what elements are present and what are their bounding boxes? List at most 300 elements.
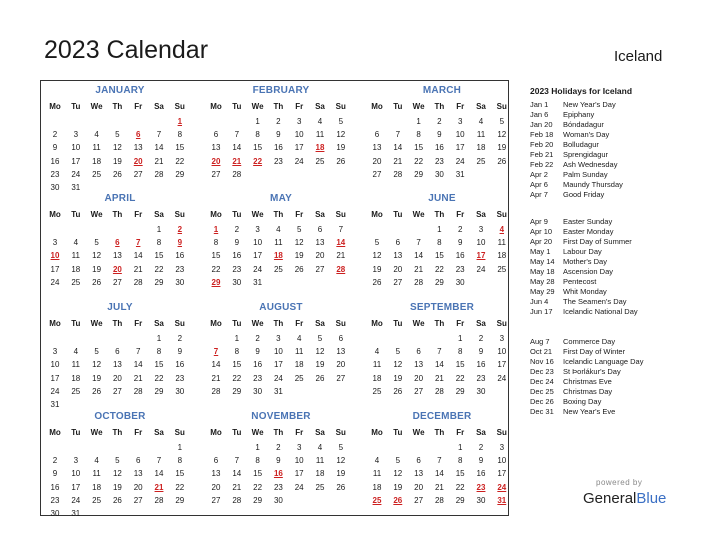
calendar-day: 30 [455,277,465,287]
calendar-day: 30 [273,495,283,505]
calendar-day: 8 [234,347,240,357]
calendar-day: 26 [92,386,102,396]
holiday-date: 1 [213,225,219,234]
calendar-day: 25 [476,156,486,166]
calendar-day: 8 [255,130,260,140]
calendar-day: 12 [497,130,507,140]
calendar-day: 19 [294,251,304,261]
weekday-header: Fr [295,102,304,111]
calendar-day: 25 [497,264,507,274]
calendar-day: 18 [71,264,81,274]
holiday-date: 18 [273,251,283,261]
weekday-header: Tu [232,319,242,328]
weekday-header: Fr [134,210,143,219]
weekday-header: We [251,319,264,328]
calendar-day: 28 [393,169,403,179]
calendar-day: 22 [455,373,465,383]
calendar-day: 20 [112,373,122,383]
calendar-day: 29 [455,386,465,396]
calendar-day: 18 [92,482,102,492]
weekday-header: Tu [393,102,403,111]
calendar-day: 30 [175,386,185,396]
holiday-date-label: May 18 [530,267,555,276]
holiday-name: Mother's Day [563,257,607,266]
calendar-day: 27 [315,264,325,274]
calendar-day: 8 [177,130,183,140]
calendar-day: 18 [497,251,507,261]
calendar-day: 4 [374,347,380,357]
holiday-date: 20 [211,156,221,166]
weekday-header: Sa [315,210,325,219]
calendar-day: 14 [232,469,242,479]
holiday-date-label: Nov 16 [530,357,554,366]
calendar-day: 21 [434,482,444,492]
calendar-day: 24 [294,482,304,492]
calendar-day: 14 [154,469,164,479]
holiday-date: 14 [336,238,346,248]
holiday-date: 25 [372,495,382,505]
calendar-day: 29 [175,495,185,505]
holiday-name: Commerce Day [563,337,616,346]
calendar-day: 13 [133,143,143,153]
month-name: JUNE [428,193,456,204]
calendar-day: 16 [50,482,60,492]
calendar-day: 26 [315,373,325,383]
calendar-day: 9 [478,456,484,466]
calendar-day: 2 [437,117,442,126]
calendar-day: 6 [374,130,380,140]
weekday-header: We [412,102,425,111]
calendar-day: 10 [455,130,465,140]
calendar-day: 8 [416,130,421,140]
holiday-name: Labour Day [563,247,602,256]
calendar-day: 30 [253,386,263,396]
calendar-day: 31 [253,277,263,287]
weekday-header: Th [112,102,123,111]
calendar-day: 14 [434,360,444,370]
calendar-day: 8 [437,238,442,248]
calendar-day: 18 [476,143,486,153]
calendar-day: 27 [211,169,221,179]
calendar-day: 17 [71,156,81,166]
calendar-day: 25 [372,386,382,396]
holiday-name: Ash Wednesday [563,160,618,169]
weekday-header: Su [335,428,346,437]
calendar-day: 29 [175,169,185,179]
calendar-day: 5 [395,456,401,466]
calendar-day: 4 [317,117,323,126]
holiday-date-label: Dec 23 [530,367,554,376]
calendar-day: 28 [133,386,143,396]
calendar-day: 4 [276,225,281,234]
calendar-day: 13 [414,469,424,479]
calendar-day: 15 [455,360,465,370]
calendar-day: 23 [232,264,242,274]
calendar-day: 27 [414,495,424,505]
weekday-header: Mo [210,102,222,111]
calendar-day: 10 [71,469,81,479]
calendar-day: 1 [457,334,463,343]
weekday-header: Sa [315,428,325,437]
calendar-day: 2 [478,443,484,452]
calendar-day: 16 [476,360,486,370]
calendar-day: 24 [253,264,263,274]
calendar-day: 7 [234,130,240,140]
calendar-day: 23 [434,156,444,166]
calendar-day: 25 [71,386,81,396]
calendar-day: 22 [253,482,263,492]
calendar-day: 19 [497,143,507,153]
weekday-header: Tu [393,210,403,219]
holiday-date-label: Feb 20 [530,140,554,149]
holiday-date-label: Jan 6 [530,110,549,119]
month-name: OCTOBER [94,411,146,422]
holiday-name: Icelandic Language Day [563,357,644,366]
calendar-day: 25 [273,264,283,274]
calendar-day: 12 [112,469,122,479]
calendar-day: 2 [276,443,281,452]
calendar-day: 15 [434,251,444,261]
calendar-day: 11 [497,238,506,248]
calendar-day: 31 [273,386,283,396]
calendar-day: 25 [315,156,325,166]
calendar-day: 8 [213,238,219,248]
calendar-day: 19 [92,373,102,383]
calendar-day: 23 [175,373,185,383]
calendar-day: 17 [497,469,507,479]
calendar-day: 2 [234,225,240,234]
calendar-day: 18 [294,360,304,370]
calendar-day: 11 [71,251,80,261]
calendar-day: 29 [154,277,164,287]
calendar-day: 5 [115,130,120,140]
weekday-header: Th [434,319,445,328]
holiday-name: Pentecost [563,277,597,286]
calendar-day: 8 [156,238,162,248]
weekday-header: Fr [295,428,304,437]
calendar-day: 11 [295,347,304,357]
calendar-day: 29 [434,277,444,287]
month-name: AUGUST [259,302,303,313]
calendar-day: 7 [156,456,162,466]
calendar-day: 12 [393,360,403,370]
calendar-day: 21 [154,156,164,166]
calendar-day: 3 [296,443,302,452]
calendar-day: 1 [234,334,240,343]
calendar-day: 5 [296,225,302,234]
calendar-day: 26 [92,277,102,287]
calendar-day: 8 [457,347,463,357]
calendar-day: 31 [71,183,81,192]
holiday-name: Palm Sunday [563,170,608,179]
weekday-header: Th [434,428,445,437]
calendar-grid [40,80,509,516]
calendar-day: 29 [414,169,424,179]
weekday-header: Tu [71,210,81,219]
holiday-name: Whit Monday [563,287,607,296]
calendar-day: 31 [455,169,465,179]
weekday-header: Su [174,319,185,328]
holiday-date-label: Aug 7 [530,337,550,346]
calendar-day: 17 [50,373,60,383]
weekday-header: Mo [371,210,383,219]
weekday-header: We [90,428,103,437]
calendar-day: 11 [71,360,80,370]
calendar-day: 8 [255,456,260,466]
month-name: JULY [107,302,133,313]
holiday-name: First Day of Summer [563,237,632,246]
weekday-header: Mo [210,428,222,437]
calendar-day: 13 [336,347,346,357]
calendar-day: 13 [112,251,122,261]
weekday-header: Tu [71,102,81,111]
calendar-day: 6 [213,130,219,140]
weekday-header: Su [174,428,185,437]
calendar-day: 28 [154,169,164,179]
weekday-header: We [90,210,103,219]
calendar-day: 20 [393,264,403,274]
holiday-date: 16 [273,469,283,479]
holiday-date: 23 [476,482,486,492]
calendar-day: 28 [232,495,242,505]
calendar-day: 15 [211,251,221,261]
weekday-header: Th [273,210,284,219]
calendar-day: 20 [414,482,424,492]
calendar-day: 29 [232,386,242,396]
calendar-day: 14 [434,469,444,479]
holiday-date-label: Oct 21 [530,347,553,356]
calendar-day: 21 [434,373,444,383]
calendar-day: 30 [232,277,242,287]
calendar-day: 28 [232,169,242,179]
calendar-day: 7 [156,130,162,140]
weekday-header: Th [434,210,445,219]
calendar-day: 12 [92,251,102,261]
calendar-day: 5 [499,117,505,126]
calendar-day: 13 [211,143,221,153]
calendar-day: 14 [414,251,424,261]
holiday-name: Christmas Day [563,387,613,396]
calendar-day: 31 [71,509,81,518]
calendar-day: 2 [457,225,463,234]
calendar-day: 2 [276,117,281,126]
calendar-day: 10 [497,347,507,357]
weekday-header: Tu [71,428,81,437]
calendar-day: 7 [338,225,344,234]
calendar-day: 18 [315,469,325,479]
calendar-day: 9 [276,130,281,140]
calendar-day: 9 [457,238,463,248]
holiday-name: Boxing Day [563,397,602,406]
weekday-header: We [251,428,264,437]
weekday-header: Mo [371,102,383,111]
calendar-day: 21 [393,156,403,166]
brand-general: General [583,490,637,507]
calendar-day: 21 [232,482,242,492]
calendar-day: 15 [154,360,164,370]
country-label: Iceland [614,48,663,65]
calendar-day: 27 [414,386,424,396]
holiday-name: Good Friday [563,190,605,199]
calendar-day: 20 [336,360,346,370]
weekday-header: Su [496,102,507,111]
calendar-day: 24 [476,264,486,274]
holiday-date: 4 [499,225,505,234]
calendar-day: 12 [294,238,304,248]
holiday-date-label: Apr 9 [530,217,548,226]
holiday-name: Sprengidagur [563,150,609,159]
calendar-day: 3 [478,225,484,234]
calendar-day: 19 [92,264,102,274]
holiday-name: Bóndadagur [563,120,604,129]
calendar-day: 19 [315,360,325,370]
weekday-header: Tu [393,428,403,437]
calendar-day: 6 [213,456,219,466]
month-name: NOVEMBER [251,411,311,422]
weekday-header: Tu [232,210,242,219]
calendar-day: 24 [71,495,81,505]
calendar-day: 3 [276,334,281,343]
calendar-day: 7 [135,347,141,357]
brand-blue: Blue [636,490,667,507]
calendar-day: 2 [255,334,260,343]
calendar-day: 15 [154,251,164,261]
weekday-header: Mo [49,428,61,437]
calendar-day: 23 [273,156,283,166]
calendar-day: 22 [414,156,424,166]
calendar-day: 26 [112,169,122,179]
powered-by-label: powered by [596,478,643,487]
holiday-name: Maundy Thursday [563,180,623,189]
calendar-day: 20 [211,482,221,492]
calendar-day: 4 [296,334,302,343]
calendar-day: 26 [112,495,122,505]
calendar-day: 15 [253,469,263,479]
calendar-day: 24 [50,386,60,396]
calendar-day: 18 [372,373,382,383]
calendar-day: 27 [372,169,382,179]
calendar-day: 30 [175,277,185,287]
weekday-header: Sa [315,102,325,111]
holiday-date-label: May 14 [530,257,555,266]
holiday-date-label: Feb 18 [530,130,554,139]
calendar-day: 10 [497,456,507,466]
weekday-header: Mo [210,319,222,328]
weekday-header: Su [335,102,346,111]
month-name: DECEMBER [412,411,472,422]
weekday-header: Fr [134,102,143,111]
calendar-day: 4 [73,347,79,357]
weekday-header: Sa [476,210,486,219]
month-name: SEPTEMBER [409,302,475,313]
calendar-day: 4 [94,456,99,466]
calendar-day: 14 [133,251,143,261]
calendar-day: 1 [255,443,260,452]
calendar-day: 17 [294,143,304,153]
calendar-day: 7 [234,456,240,466]
calendar-day: 26 [294,264,304,274]
holiday-date: 18 [315,143,325,153]
calendar-day: 19 [393,373,403,383]
calendar-day: 14 [211,360,221,370]
holiday-date-label: Dec 31 [530,407,554,416]
calendar-day: 8 [457,456,463,466]
calendar-day: 26 [336,156,346,166]
weekday-header: Fr [295,319,304,328]
weekday-header: Sa [154,319,164,328]
calendar-day: 12 [393,469,403,479]
holiday-date: 22 [253,156,263,166]
calendar-day: 9 [52,469,58,479]
month-name: JANUARY [95,85,145,96]
calendar-day: 28 [154,495,164,505]
holiday-date: 31 [497,495,507,505]
calendar-day: 5 [338,443,344,452]
weekday-header: Fr [456,428,465,437]
calendar-day: 3 [52,238,58,248]
holiday-date-label: May 1 [530,247,551,256]
calendar-day: 12 [92,360,102,370]
weekday-header: Su [174,102,185,111]
weekday-header: We [90,319,103,328]
calendar-day: 29 [455,495,465,505]
calendar-day: 18 [71,373,81,383]
calendar-day: 26 [393,386,403,396]
calendar-day: 25 [71,277,81,287]
calendar-day: 3 [255,225,260,234]
calendar-day: 20 [315,251,325,261]
calendar-day: 24 [71,169,81,179]
calendar-day: 30 [476,495,486,505]
calendar-day: 16 [175,251,185,261]
calendar-day: 30 [434,169,444,179]
calendar-day: 9 [52,143,58,153]
holiday-date: 20 [112,264,122,274]
holiday-date: 6 [115,238,120,248]
weekday-header: Tu [232,428,242,437]
holiday-name: St Þorlákur's Day [563,367,621,376]
holiday-name: Icelandic National Day [563,307,638,316]
calendar-day: 24 [50,277,60,287]
weekday-header: Mo [210,210,222,219]
calendar-day: 27 [112,277,122,287]
calendar-day: 3 [499,334,505,343]
calendar-day: 15 [175,143,185,153]
weekday-header: Su [174,210,185,219]
calendar-day: 2 [478,334,484,343]
calendar-day: 19 [336,143,346,153]
calendar-day: 22 [232,373,242,383]
page-title: 2023 Calendar [44,36,209,64]
weekday-header: Th [273,102,284,111]
calendar-day: 21 [133,373,143,383]
calendar-day: 9 [255,347,260,357]
calendar-day: 17 [253,251,263,261]
calendar-day: 31 [50,400,60,409]
holiday-date: 28 [336,264,346,274]
calendar-day: 8 [177,456,183,466]
calendar-day: 15 [455,469,465,479]
calendar-day: 5 [115,456,120,466]
calendar-day: 3 [73,130,79,140]
calendar-day: 26 [336,482,346,492]
calendar-day: 22 [154,373,164,383]
weekday-header: Tu [71,319,81,328]
calendar-day: 7 [437,347,442,357]
calendar-day: 1 [437,225,442,234]
holiday-date-label: Dec 26 [530,397,554,406]
weekday-header: Fr [134,428,143,437]
